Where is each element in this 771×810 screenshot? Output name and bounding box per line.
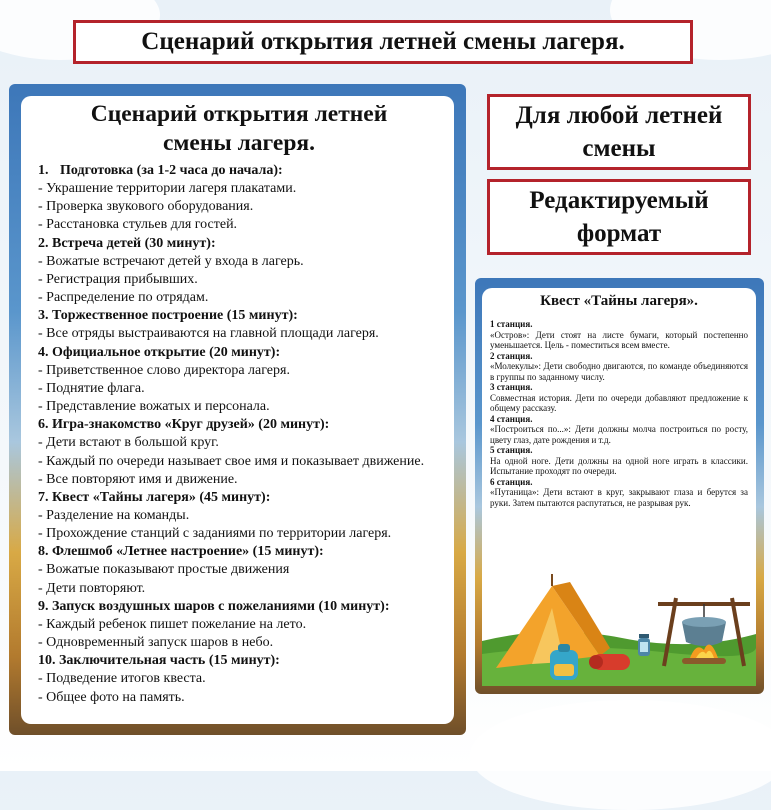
scenario-heading: 7. Квест «Тайны лагеря» (45 минут): xyxy=(38,489,271,505)
station-label: 3 станция. xyxy=(490,382,533,392)
scenario-item: - Все повторяют имя и движение. xyxy=(38,471,238,487)
scenario-item: - Регистрация прибывших. xyxy=(38,271,198,287)
editable-format-badge: Редактируемый формат xyxy=(487,179,751,255)
scenario-heading: 4. Официальное открытие (20 минут): xyxy=(38,344,281,360)
station-text: На одной ноге. Дети должны на одной ноге играть в классики. Испытание проходят по очереди. xyxy=(490,455,748,476)
scenario-card xyxy=(9,84,466,735)
scenario-heading: 8. Флешмоб «Летнее настроение» (15 минут): xyxy=(38,544,324,560)
scenario-item: - Общее фото на память. xyxy=(38,689,185,705)
scenario-item: - Одновременный запуск шаров в небо. xyxy=(38,635,274,651)
station-text: Совместная история. Дети по очереди добавляют предложение к общему рассказу. xyxy=(490,392,748,413)
station-text: «Путаница»: Дети встают в круг, закрывают глаза и берутся за руки. Затем пытаются распутаться, не разрывая рук. xyxy=(490,487,748,508)
station-label: 1 станция. xyxy=(490,319,533,329)
any-shift-badge: Для любой летней смены xyxy=(487,94,751,170)
scenario-item: - Все отряды выстраиваются на главной площади лагеря. xyxy=(38,326,379,342)
scenario-item: - Украшение территории лагеря плакатами. xyxy=(38,181,297,197)
scenario-item: - Проверка звукового оборудования. xyxy=(38,199,254,215)
scenario-title-line: Сценарий открытия летней xyxy=(90,101,388,127)
scenario-heading: 3. Торжественное построение (15 минут): xyxy=(38,308,298,324)
scenario-item: - Вожатые встречают детей у входа в лагерь. xyxy=(38,253,304,269)
scenario-item: - Вожатые показывают простые движения xyxy=(38,562,290,578)
station-text: «Построиться по...»: Дети должны молча построиться по росту, цвету глаз, дате рождения и т.д. xyxy=(490,424,748,445)
station-label: 4 станция. xyxy=(490,413,533,424)
lantern-icon xyxy=(638,634,650,656)
scenario-heading: 6. Игра-знакомство «Круг друзей» (20 минут): xyxy=(38,417,330,433)
station-label: 2 станция. xyxy=(490,350,533,361)
scenario-sheet xyxy=(21,96,454,724)
scenario-title-line: смены лагеря. xyxy=(162,130,315,156)
scenario-item: - Подведение итогов квеста. xyxy=(38,671,206,687)
scenario-item: - Дети повторяют. xyxy=(38,580,146,596)
scenario-item: - Распределение по отрядам. xyxy=(38,290,209,306)
list-number: 1. xyxy=(38,163,49,178)
quest-title: Квест «Тайны лагеря». xyxy=(540,293,698,309)
scenario-heading: 10. Заключительная часть (15 минут): xyxy=(38,653,280,669)
scenario-item: - Разделение на команды. xyxy=(38,507,190,523)
background-cloud xyxy=(470,700,771,810)
scenario-item: - Расстановка стульев для гостей. xyxy=(38,217,238,233)
scenario-item: - Каждый по очереди называет свое имя и показывает движение. xyxy=(38,453,425,469)
page-title: Сценарий открытия летней смены лагеря. xyxy=(73,20,693,64)
station-text: «Молекулы»: Дети свободно двигаются, по команде объединяются в группы по заданному числу. xyxy=(490,361,748,382)
scenario-heading: 9. Запуск воздушных шаров с пожеланиями (10 минут): xyxy=(38,598,390,614)
scenario-item: - Представление вожатых и персонала. xyxy=(38,399,270,415)
sleeping-bag-icon xyxy=(589,654,630,670)
scenario-heading: 2. Встреча детей (30 минут): xyxy=(38,235,216,251)
scenario-item: - Прохождение станций с заданиями по территории лагеря. xyxy=(38,526,392,542)
scenario-item: - Приветственное слово директора лагеря. xyxy=(38,362,290,378)
scenario-item: - Поднятие флага. xyxy=(38,380,145,396)
station-label: 6 станция. xyxy=(490,476,533,487)
scenario-heading: 1. Подготовка (за 1-2 часа до начала): xyxy=(38,162,440,180)
scenario-item: - Каждый ребенок пишет пожелание на лето. xyxy=(38,616,307,632)
station-text: «Остров»: Дети стоят на листе бумаги, который постепенно уменьшается. Цель - поместиться всем вместе. xyxy=(490,329,748,350)
quest-card xyxy=(475,278,764,694)
scenario-title xyxy=(38,100,440,158)
quest-sheet xyxy=(482,288,756,686)
scenario-item: - Дети встают в большой круг. xyxy=(38,435,219,451)
station-label: 5 станция. xyxy=(490,445,533,455)
camping-illustration xyxy=(482,546,756,686)
